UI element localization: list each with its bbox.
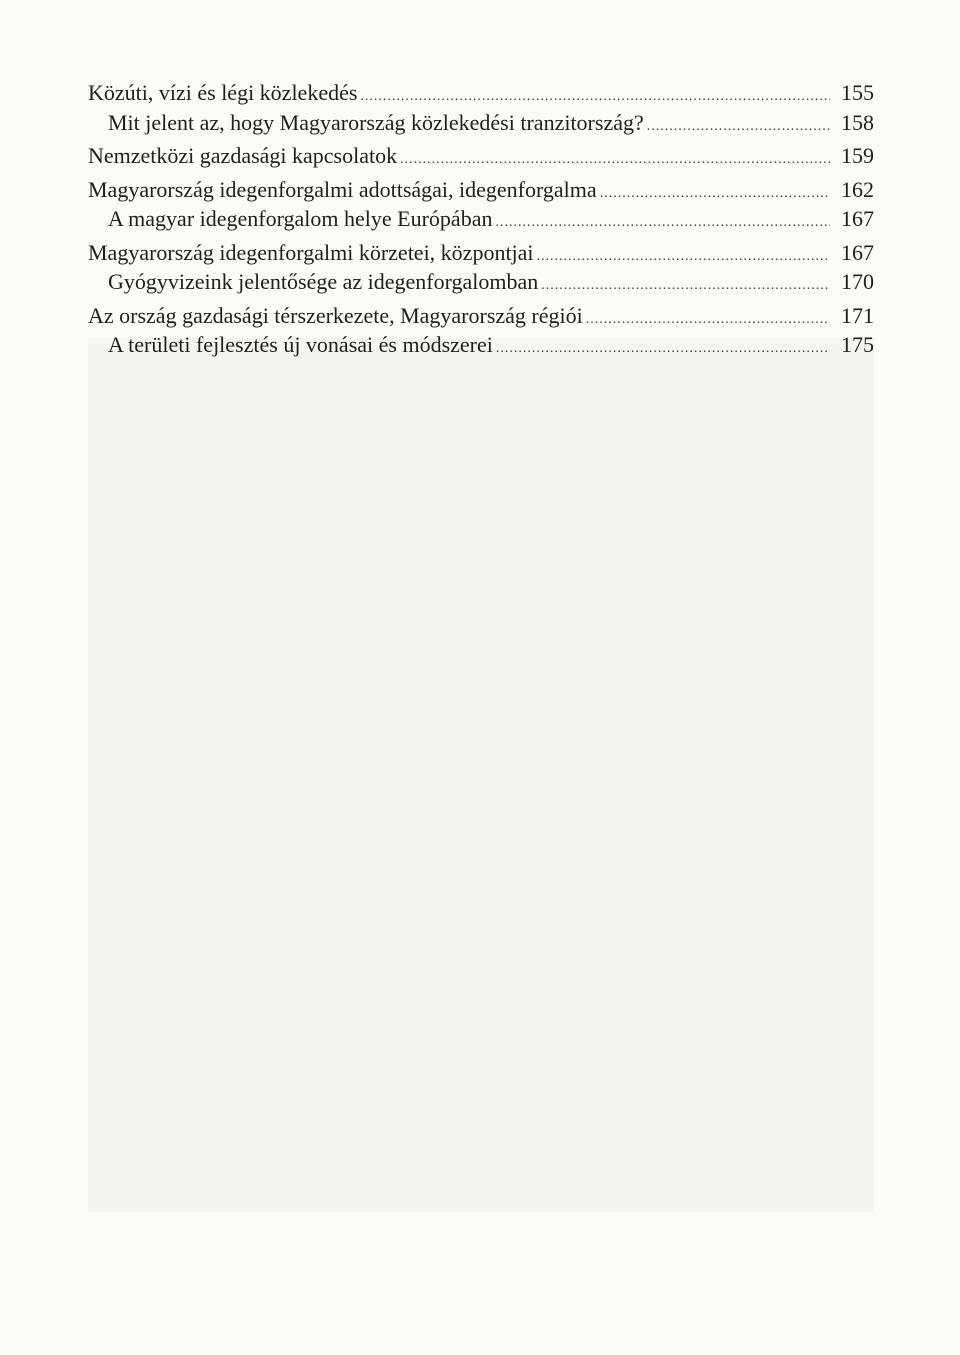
toc-entry-title: Gyógyvizeink jelentősége az idegenforgalomban — [108, 269, 539, 294]
toc-page-number: 162 — [841, 176, 874, 202]
toc-page-number: 158 — [841, 109, 874, 135]
toc-entry — [88, 238, 874, 268]
toc-entry-title: Közúti, vízi és légi közlekedés — [88, 80, 358, 105]
dot-leader — [495, 208, 830, 238]
toc-entry — [88, 330, 874, 360]
toc-page-number: 167 — [841, 206, 874, 231]
toc-page-number: 159 — [841, 143, 874, 168]
faded-print-area — [88, 338, 874, 1212]
toc-entry-title: Mit jelent az, hogy Magyarország közlekedési tranzitország? — [108, 109, 644, 135]
toc-entry-title: Nemzetközi gazdasági kapcsolatok — [88, 143, 398, 168]
dot-leader — [647, 112, 830, 142]
dot-leader — [541, 271, 830, 301]
toc-entry — [88, 78, 874, 108]
toc-entry — [88, 108, 874, 138]
toc-entry — [88, 301, 874, 331]
toc-entry-title: Magyarország idegenforgalmi körzetei, központjai — [88, 239, 534, 265]
toc-entry — [88, 267, 874, 297]
toc-entry-title: A magyar idegenforgalom helye Európában — [108, 206, 493, 231]
toc-entry-title: Magyarország idegenforgalmi adottságai, idegenforgalma — [88, 176, 597, 202]
dot-leader — [496, 334, 830, 364]
dot-leader — [400, 145, 830, 175]
toc-entry-title: Az ország gazdasági térszerkezete, Magyarország régiói — [88, 302, 583, 328]
table-of-contents — [88, 78, 874, 360]
dot-leader — [537, 242, 830, 272]
toc-entry — [88, 141, 874, 171]
toc-page-number: 170 — [841, 269, 874, 294]
toc-page-number: 167 — [841, 239, 874, 265]
toc-entry — [88, 175, 874, 205]
toc-page-number: 155 — [841, 80, 874, 105]
toc-entry-title: A területi fejlesztés új vonásai és módszerei — [108, 332, 493, 357]
dot-leader — [586, 305, 830, 335]
toc-page-number: 175 — [841, 332, 874, 357]
toc-entry — [88, 204, 874, 234]
dot-leader — [600, 179, 830, 209]
toc-page-number: 171 — [841, 302, 874, 328]
